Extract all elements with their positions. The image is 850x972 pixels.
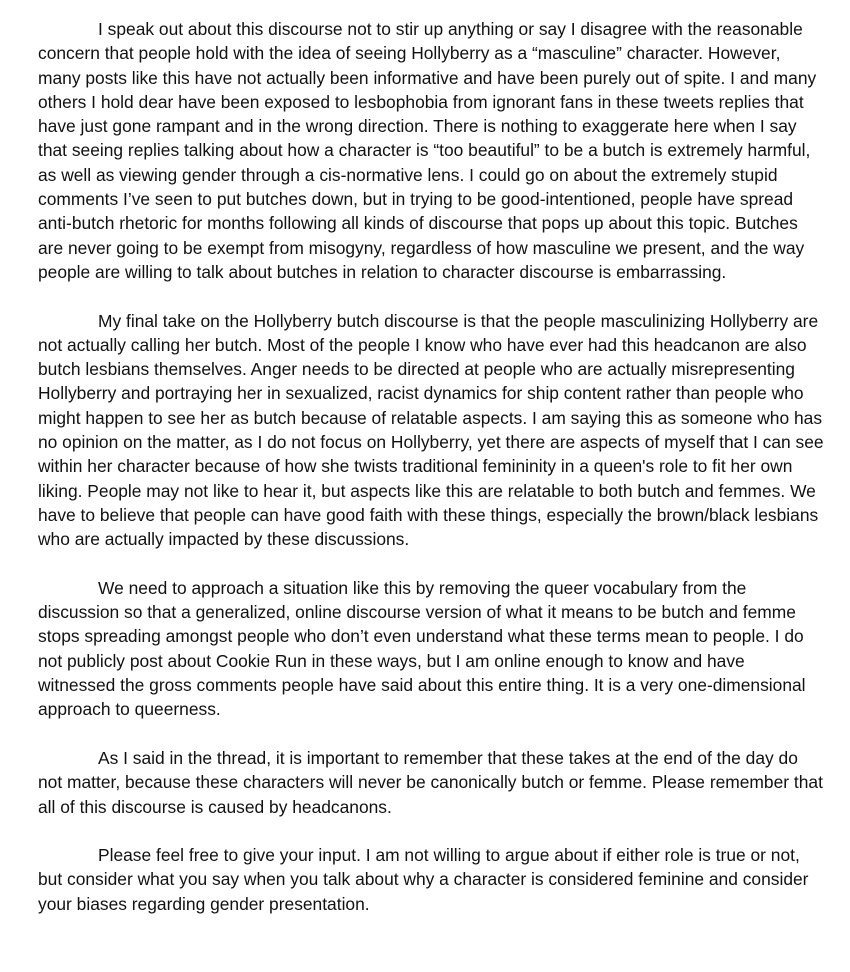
paragraph-5: Please feel free to give your input. I am not willing to argue about if either role is true or not, but consider what you say when you talk about why a character is considered feminine and consider your biases regarding gender presentation. bbox=[38, 845, 809, 914]
paragraph-1: I speak out about this discourse not to stir up anything or say I disagree with the reasonable concern that people hold with the idea of seeing Hollyberry as a “masculine” character. However, many posts like this have not actually been informative and have been purely out of spite. I and many others I hold dear have been exposed to lesbophobia from ignorant fans in these tweets replies that have just gone rampant and in the wrong direction. There is nothing to exaggerate here when I say that seeing replies talking about how a character is “too beautiful” to be a butch is extremely harmful, as well as viewing gender through a cis-normative lens. I could go on about the extremely stupid comments I’ve seen to put butches down, but in trying to be good-intentioned, people have spread anti-butch rhetoric for months following all kinds of discourse that pops up about this topic. Butches are never going to be exempt from misogyny, regardless of how masculine we present, and the way people are willing to talk about butches in relation to character discourse is embarrassing. bbox=[38, 19, 817, 282]
document-body bbox=[38, 17, 824, 916]
paragraph-3: We need to approach a situation like this by removing the queer vocabulary from the discussion so that a generalized, online discourse version of what it means to be butch and femme stops spreading amongst people who don’t even understand what these terms mean to people. I do not publicly post about Cookie Run in these ways, but I am online enough to know and have witnessed the gross comments people have said about this entire thing. It is a very one-dimensional approach to queerness. bbox=[38, 577, 806, 720]
paragraph-2: My final take on the Hollyberry butch discourse is that the people masculinizing Hollyberry are not actually calling her butch. Most of the people I know who have ever had this headcanon are also butch lesbians themselves. Anger needs to be directed at people who are actually misrepresenting Hollyberry and portraying her in sexualized, racist dynamics for ship content rather than people who might happen to see her as butch because of relatable aspects. I am saying this as someone who has no opinion on the matter, as I do not focus on Hollyberry, yet there are aspects of myself that I can see within her character because of how she twists traditional femininity in a queen's role to fit her own liking. People may not like to hear it, but aspects like this are relatable to both butch and femmes. We have to believe that people can have good faith with these things, especially the brown/black lesbians who are actually impacted by these discussions. bbox=[38, 310, 824, 550]
paragraph-4: As I said in the thread, it is important to remember that these takes at the end of the day do not matter, because these characters will never be canonically butch or femme. Please remember that all of this discourse is caused by headcanons. bbox=[38, 747, 823, 817]
